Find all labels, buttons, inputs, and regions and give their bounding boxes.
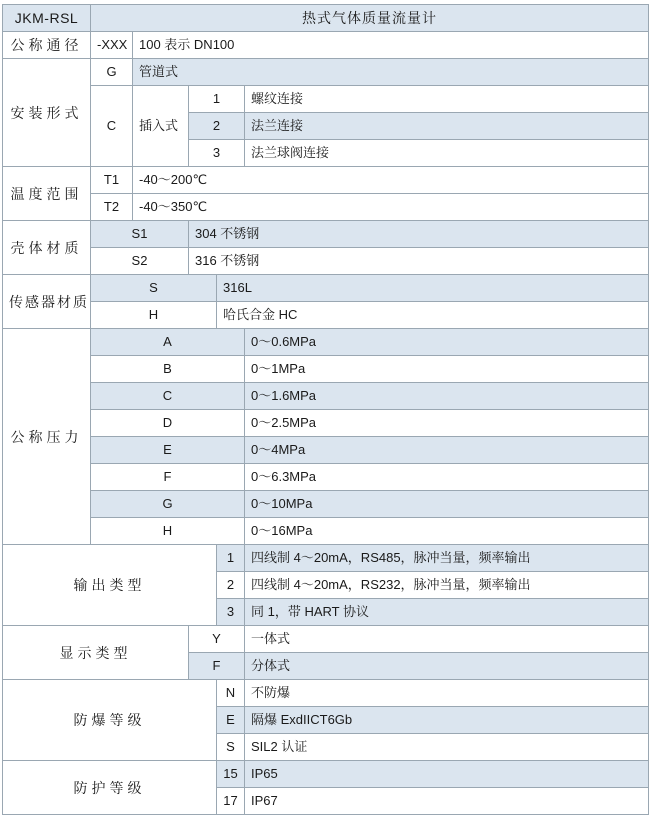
table-row-nominal-diameter [3, 32, 649, 59]
row-label-display-type: 显示类型 [3, 626, 189, 680]
pressure-code-h: H [91, 518, 245, 545]
row-label-output-type: 输出类型 [3, 545, 217, 626]
pressure-desc-h: 0～16MPa [245, 518, 649, 545]
pressure-code-c: C [91, 383, 245, 410]
temperature-code-t2: T2 [91, 194, 133, 221]
mounting-desc-2: 法兰连接 [245, 113, 649, 140]
shell-code-s2: S2 [91, 248, 189, 275]
temperature-desc-t2: -40～350℃ [133, 194, 649, 221]
table-row-mounting-g [3, 59, 649, 86]
mounting-group-desc-c: 插入式 [133, 86, 189, 167]
display-desc-f: 分体式 [245, 653, 649, 680]
pressure-code-e: E [91, 437, 245, 464]
product-model-spec-table [2, 4, 649, 815]
mounting-desc-3: 法兰球阀连接 [245, 140, 649, 167]
row-label-mounting: 安装形式 [3, 59, 91, 167]
sensor-code-s: S [91, 275, 217, 302]
mounting-code-1: 1 [189, 86, 245, 113]
table-row-pressure-f [3, 464, 649, 491]
table-row-sensor-h [3, 302, 649, 329]
exproof-desc-e: 隔爆 ExdIICT6Gb [245, 707, 649, 734]
table-row-pressure-e [3, 437, 649, 464]
table-row-sensor-s [3, 275, 649, 302]
output-code-1: 1 [217, 545, 245, 572]
code-nominal-diameter: -XXX [91, 32, 133, 59]
display-code-f: F [189, 653, 245, 680]
table-row-mounting-c1 [3, 86, 649, 113]
pressure-code-b: B [91, 356, 245, 383]
output-code-3: 3 [217, 599, 245, 626]
table-row-exproof-n [3, 680, 649, 707]
display-desc-y: 一体式 [245, 626, 649, 653]
mounting-desc-1: 螺纹连接 [245, 86, 649, 113]
shell-desc-s2: 316 不锈钢 [189, 248, 649, 275]
protection-desc-15: IP65 [245, 761, 649, 788]
output-desc-2: 四线制 4～20mA，RS232，脉冲当量，频率输出 [245, 572, 649, 599]
pressure-code-a: A [91, 329, 245, 356]
sensor-desc-s: 316L [217, 275, 649, 302]
row-label-protection-class: 防护等级 [3, 761, 217, 815]
table-row-shell-s1 [3, 221, 649, 248]
display-code-y: Y [189, 626, 245, 653]
pressure-desc-e: 0～4MPa [245, 437, 649, 464]
protection-code-17: 17 [217, 788, 245, 815]
table-row-header [3, 5, 649, 32]
mounting-group-desc-g: 管道式 [133, 59, 649, 86]
table-row-pressure-a [3, 329, 649, 356]
pressure-desc-a: 0～0.6MPa [245, 329, 649, 356]
temperature-code-t1: T1 [91, 167, 133, 194]
row-label-shell-material: 壳体材质 [3, 221, 91, 275]
pressure-desc-f: 0～6.3MPa [245, 464, 649, 491]
table-row-protection-15 [3, 761, 649, 788]
row-label-temperature-range: 温度范围 [3, 167, 91, 221]
pressure-desc-c: 0～1.6MPa [245, 383, 649, 410]
row-label-nominal-pressure: 公称压力 [3, 329, 91, 545]
product-title-cell: 热式气体质量流量计 [91, 5, 649, 32]
mounting-group-code-c: C [91, 86, 133, 167]
table-row-pressure-h [3, 518, 649, 545]
row-label-sensor-material: 传感器材质 [3, 275, 91, 329]
row-label-nominal-diameter: 公称通径 [3, 32, 91, 59]
mounting-code-3: 3 [189, 140, 245, 167]
mounting-code-2: 2 [189, 113, 245, 140]
row-label-explosion-proof: 防爆等级 [3, 680, 217, 761]
sensor-code-h: H [91, 302, 217, 329]
sensor-desc-h: 哈氏合金 HC [217, 302, 649, 329]
desc-nominal-diameter: 100 表示 DN100 [133, 32, 649, 59]
protection-desc-17: IP67 [245, 788, 649, 815]
pressure-desc-g: 0～10MPa [245, 491, 649, 518]
exproof-code-n: N [217, 680, 245, 707]
pressure-desc-b: 0～1MPa [245, 356, 649, 383]
table-row-shell-s2 [3, 248, 649, 275]
table-row-temperature-t2 [3, 194, 649, 221]
table-row-pressure-d [3, 410, 649, 437]
shell-code-s1: S1 [91, 221, 189, 248]
pressure-code-d: D [91, 410, 245, 437]
mounting-group-code-g: G [91, 59, 133, 86]
temperature-desc-t1: -40～200℃ [133, 167, 649, 194]
protection-code-15: 15 [217, 761, 245, 788]
shell-desc-s1: 304 不锈钢 [189, 221, 649, 248]
exproof-desc-n: 不防爆 [245, 680, 649, 707]
table-row-pressure-g [3, 491, 649, 518]
output-code-2: 2 [217, 572, 245, 599]
model-code-cell: JKM-RSL [3, 5, 91, 32]
pressure-code-g: G [91, 491, 245, 518]
output-desc-1: 四线制 4～20mA，RS485，脉冲当量，频率输出 [245, 545, 649, 572]
pressure-desc-d: 0～2.5MPa [245, 410, 649, 437]
table-row-pressure-b [3, 356, 649, 383]
table-row-display-y [3, 626, 649, 653]
output-desc-3: 同 1，带 HART 协议 [245, 599, 649, 626]
exproof-code-s: S [217, 734, 245, 761]
table-row-pressure-c [3, 383, 649, 410]
exproof-code-e: E [217, 707, 245, 734]
table-row-temperature-t1 [3, 167, 649, 194]
pressure-code-f: F [91, 464, 245, 491]
table-row-output-1 [3, 545, 649, 572]
exproof-desc-s: SIL2 认证 [245, 734, 649, 761]
